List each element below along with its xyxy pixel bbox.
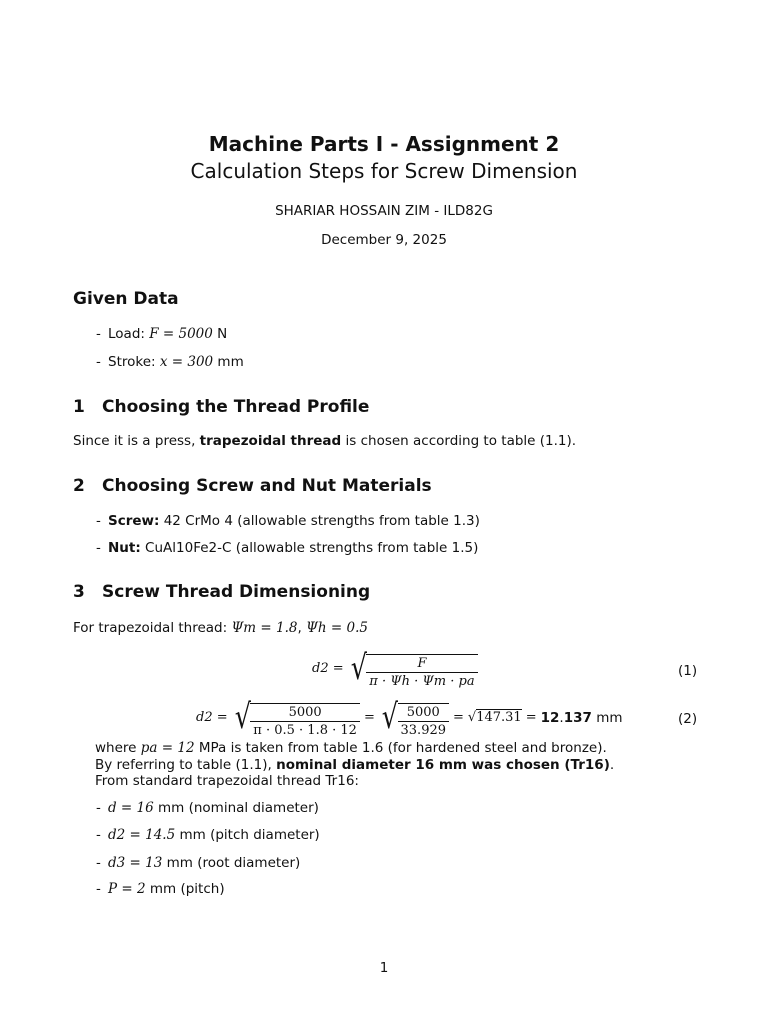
page-number: 1: [379, 960, 389, 976]
document-title: Machine Parts I - Assignment 2: [208, 132, 560, 156]
list-item-screw: - Screw: 42 CrMo 4 (allowable strengths from table 1.3): [96, 513, 480, 529]
fraction: $\frac{F}{\pi \cdot \Psi h \cdot \Psi m \cdot pa}$: [366, 656, 477, 689]
reference-line: By referring to table (1.1), nominal diameter 16 mm was chosen (Tr16).: [95, 757, 615, 773]
section-1-paragraph: Since it is a press, trapezoidal thread is chosen according to table (1.1).: [73, 433, 577, 449]
equation-2-number: (2): [678, 711, 698, 727]
where-line: where pa = 12 MPa is taken from table 1.6 (for hardened steel and bronze).: [95, 740, 607, 756]
equation-1-number: (1): [678, 663, 698, 679]
equation-1: d2 = √ $\frac{F}{\pi \cdot \Psi h \cdot \Psi m \cdot pa}$: [312, 648, 478, 689]
date-line: December 9, 2025: [321, 232, 447, 248]
section-3-heading: 3 Screw Thread Dimensioning: [73, 582, 371, 602]
given-data-heading: Given Data: [73, 289, 179, 309]
section-3-intro: For trapezoidal thread: Ψm = 1.8, Ψh = 0.5: [73, 620, 368, 636]
section-1-heading: 1 Choosing the Thread Profile: [73, 397, 370, 417]
author-line: SHARIAR HOSSAIN ZIM - ILD82G: [275, 203, 493, 219]
equation-2-result: 12.137 mm: [540, 709, 623, 726]
stroke-math: x = 300: [159, 354, 214, 370]
section-2-heading: 2 Choosing Screw and Nut Materials: [73, 476, 432, 496]
list-item-load: - Load: F = 5000 N: [96, 326, 228, 342]
standard-line: From standard trapezoidal thread Tr16:: [95, 773, 359, 789]
list-item: - d3 = 13 mm (root diameter): [96, 855, 301, 871]
list-item-stroke: - Stroke: x = 300 mm: [96, 354, 244, 370]
document-subtitle: Calculation Steps for Screw Dimension: [190, 159, 578, 183]
list-item-nut: - Nut: CuAl10Fe2-C (allowable strengths from table 1.5): [96, 540, 479, 556]
equation-2: d2 = √ $\frac{5000}{\pi \cdot 0.5 \cdot 1.8 \cdot 12}$ = √ $\frac{5000}{33.929}$ = √147.31 = 12.137 mm: [196, 697, 623, 738]
sqrt-symbol: √ $\frac{F}{\pi \cdot \Psi h \cdot \Psi m \cdot pa}$: [348, 648, 478, 689]
list-item: - P = 2 mm (pitch): [96, 881, 225, 897]
list-item: - d2 = 14.5 mm (pitch diameter): [96, 827, 320, 843]
list-item: - d = 16 mm (nominal diameter): [96, 800, 319, 816]
load-math: F = 5000: [149, 326, 213, 342]
